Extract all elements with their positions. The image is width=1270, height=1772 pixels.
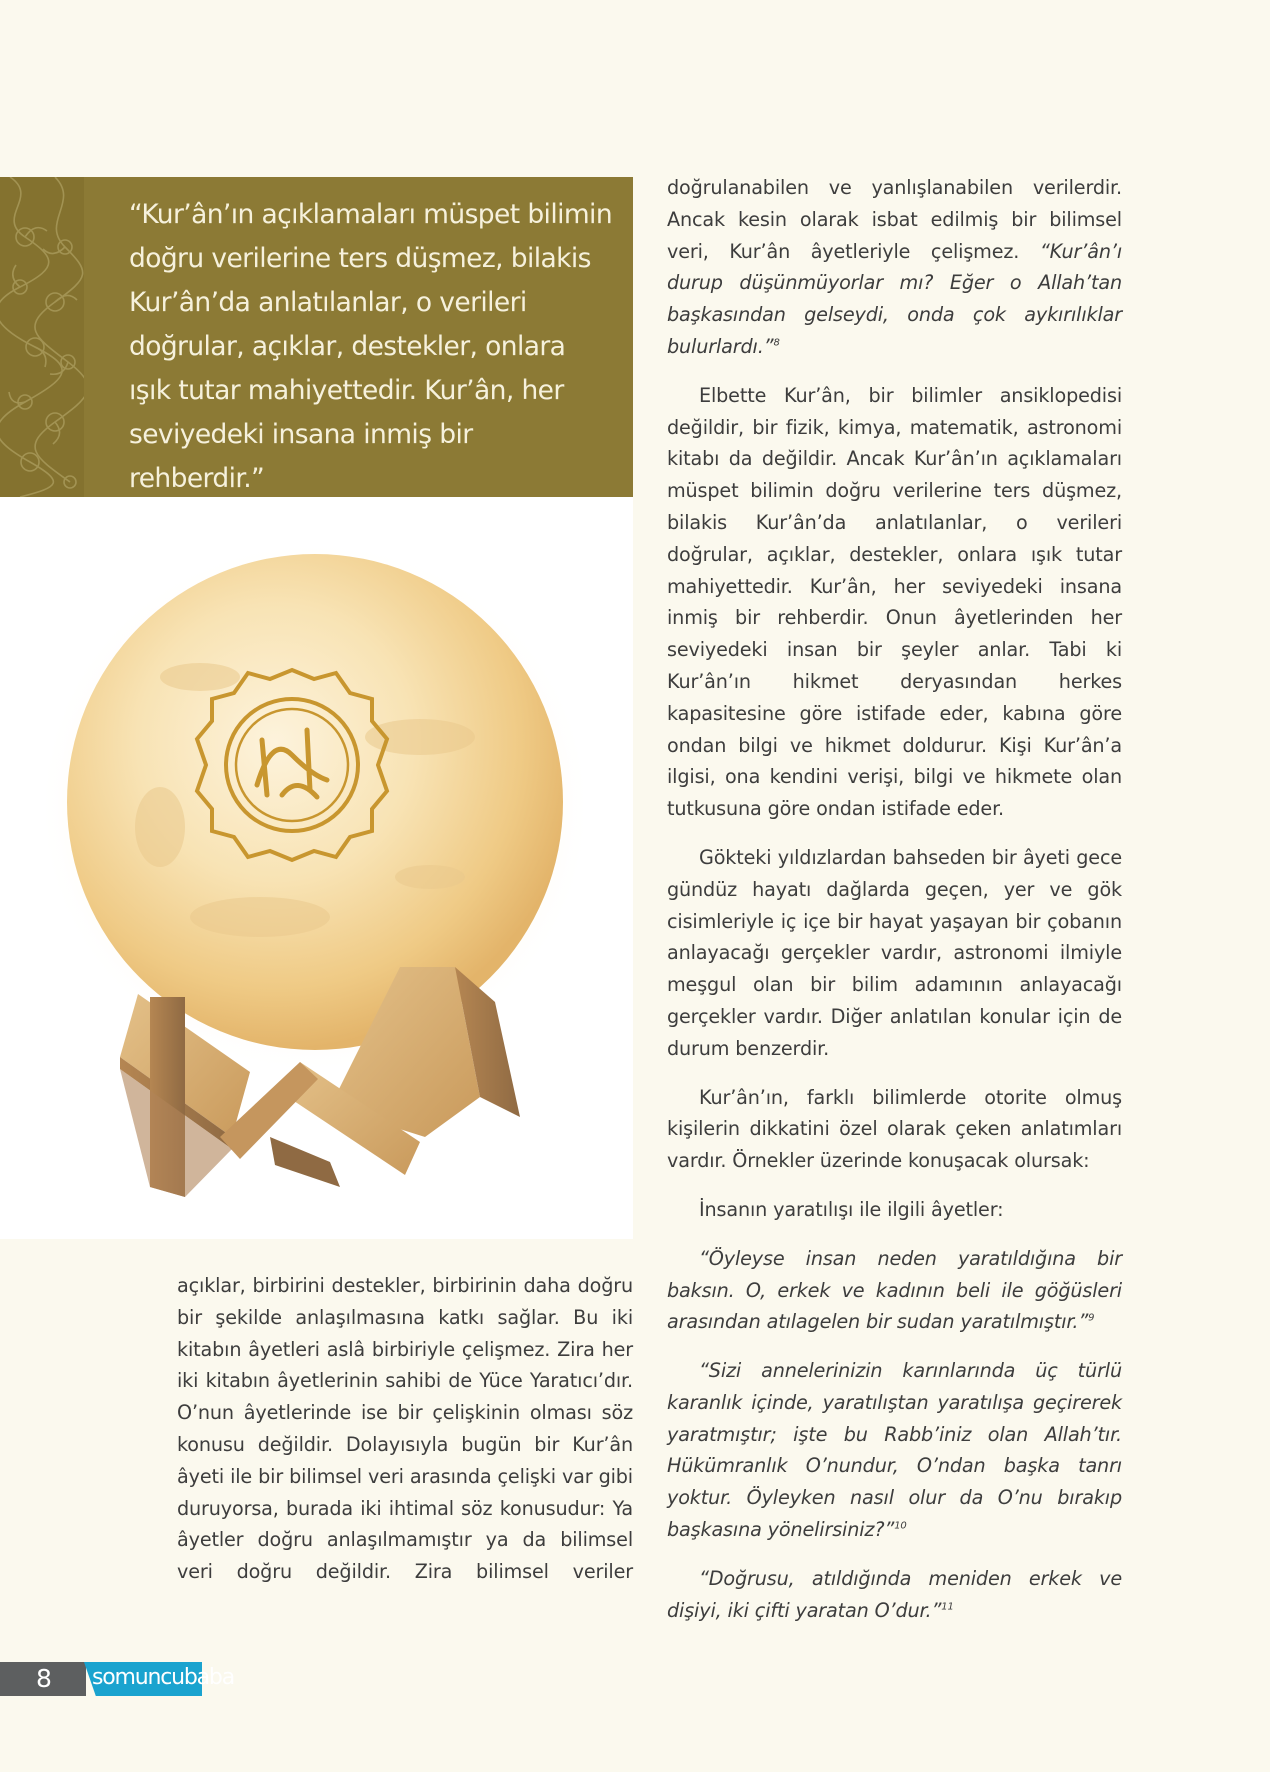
footnote-ref-9: 9 <box>1088 1312 1095 1324</box>
paragraph-1-plain: doğrulanabilen ve yanlışlanabilen verilerdir. Ancak kesin olarak isbat edilmiş bir bilimsel veri, Kur’ân âyetleriyle çelişmez. <box>667 176 1122 263</box>
paragraph-5: İnsanın yaratılışı ile ilgili âyetler: <box>699 1197 1004 1221</box>
pull-quote-box <box>0 177 633 497</box>
paragraph-7 <box>667 1355 1122 1546</box>
paragraph-6 <box>667 1243 1122 1338</box>
left-column <box>177 1270 633 1605</box>
verse-quote-4: “Doğrusu, atıldığında meniden erkek ve dişiyi, iki çifti yaratan O’dur.” <box>667 1566 1122 1622</box>
moon-lamp-photo <box>0 497 633 1239</box>
footnote-ref-8: 8 <box>773 337 780 349</box>
footnote-ref-11: 11 <box>941 1601 954 1613</box>
footnote-ref-10: 10 <box>894 1520 907 1532</box>
verse-quote-1: “Kur’ân’ı durup düşünmüyorlar mı? Eğer o Allah’tan başkasından gelseydi, onda çok aykırılıklar bulurlardı.” <box>667 239 1122 358</box>
paragraph-3: Gökteki yıldızlardan bahseden bir âyeti gece gündüz hayatı dağlarda geçen, yer ve gök cisimleriyle iç içe bir hayat yaşayan bir çobanın anlayacağı gerçekler vardır, astronomi ilmiyle meşgul olan bir bilim adamının anlayacağı gerçekler vardır. Diğer anlatılan konular için de durum benzerdir. <box>667 845 1122 1060</box>
verse-quote-2: “Öyleyse insan neden yaratıldığına bir baksın. O, erkek ve kadının beli ile göğüsleri arasından atılagelen bir sudan yaratılmıştır.” <box>667 1246 1122 1334</box>
pull-quote-text: “Kur’ân’ın açıklamaları müspet bilimin doğru verilerine ters düşmez, bilakis Kur’ân’da anlatılanlar, o verileri doğrular, açıklar, destekler, onlara ışık tutar mahiyettedir. Kur’ân, her seviyedeki insana inmiş bir rehberdir.” <box>129 199 613 494</box>
paragraph-8 <box>667 1563 1122 1627</box>
paragraph-2: Elbette Kur’ân, bir bilimler ansiklopedisi değildir, bir fizik, kimya, matematik, astronomi kitabı da değildir. Ancak Kur’ân’ın açıklamaları müspet bilimin doğru verilerine ters düşmez, bilakis Kur’ân’da anlatılanlar, o verileri doğrular, açıklar, destekler, onlara ışık tutar mahiyettedir. Kur’ân, her seviyedeki insana inmiş bir rehberdir. Onun âyetlerinden her seviyedeki insan bir şeyler anlar. Tabi ki Kur’ân’ın hikmet deryasından herkes kapasitesine göre istifade eder, kabına göre ondan bilgi ve hikmet doldurur. Kişi Kur’ân’a ilgisi, ona kendini verişi, bilgi ve hikmete olan tutkusuna göre ondan istifade eder. <box>667 383 1122 821</box>
floral-ornament <box>0 177 84 497</box>
page-number: 8 <box>36 1664 52 1693</box>
brand-name: somuncubaba <box>92 1665 234 1690</box>
paragraph-4: Kur’ân’ın, farklı bilimlerde otorite olmuş kişilerin dikkatini özel olarak çeken anlatımları vardır. Örnekler üzerinde konuşacak olursak: <box>667 1085 1122 1173</box>
paragraph-1 <box>667 172 1122 363</box>
verse-quote-3: “Sizi annelerinizin karınlarında üç türlü karanlık içinde, yaratılıştan yaratılışa geçirerek yaratmıştır; işte bu Rabb’iniz olan Allah’tır. Hükümranlık O’nundur, O’ndan başka tanrı yoktur. Öyleyken nasıl olur da O’nu bırakıp başkasına yönelirsiniz?” <box>667 1359 1122 1542</box>
left-paragraph: açıklar, birbirini destekler, birbirinin daha doğru bir şekilde anlaşılmasına katkı sağlar. Bu iki kitabın âyetleri aslâ birbiriyle çelişmez. Zira her iki kitabın âyetlerinin sahibi de Yüce Yaratıcı’dır. O’nun âyetlerinde ise bir çelişkinin olması söz konusu değildir. Dolayısıyla bugün bir Kur’ân âyeti ile bir bilimsel veri arasında çelişki var gibi duruyorsa, burada iki ihtimal söz konusudur: Ya âyetler doğru anlaşılmamıştır ya da bilimsel veri doğru değildir. Zira bilimsel veriler <box>177 1274 633 1584</box>
page-footer <box>0 1662 234 1696</box>
right-column <box>667 172 1122 1643</box>
